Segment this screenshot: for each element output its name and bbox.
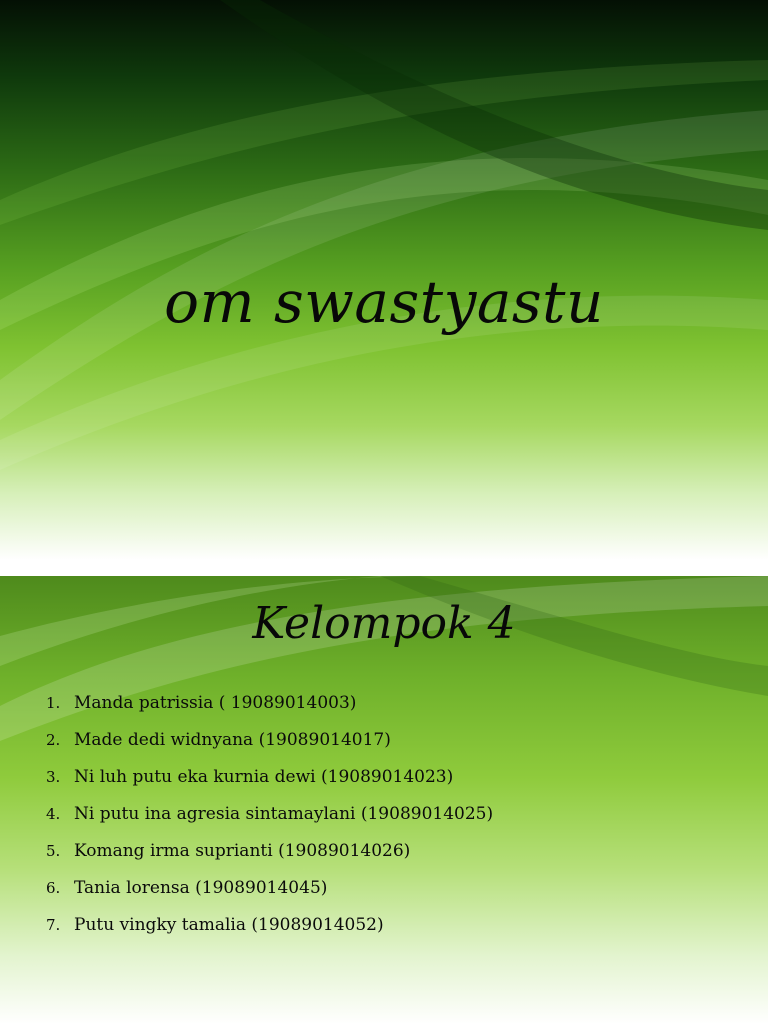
member-text: Tania lorensa (19089014045) [74, 877, 328, 898]
group-title: Kelompok 4 [252, 598, 516, 649]
member-text: Ni luh putu eka kurnia dewi (19089014023) [74, 766, 454, 787]
slide-group-members [0, 576, 768, 1024]
list-number: 6. [46, 878, 61, 897]
list-item [46, 795, 493, 832]
list-number: 2. [46, 730, 61, 749]
list-item [46, 721, 493, 758]
list-item [46, 758, 493, 795]
member-text: Made dedi widnyana (19089014017) [74, 729, 391, 750]
list-item [46, 832, 493, 869]
member-text: Komang irma suprianti (19089014026) [74, 840, 411, 861]
list-number: 7. [46, 915, 61, 934]
list-number: 4. [46, 804, 61, 823]
greeting-title: om swastyastu [164, 268, 604, 336]
list-number: 1. [46, 693, 61, 712]
list-item [46, 869, 493, 906]
member-text: Manda patrissia ( 19089014003) [74, 692, 357, 713]
member-text: Ni putu ina agresia sintamaylani (19089014025) [74, 803, 494, 824]
list-number: 3. [46, 767, 61, 786]
list-number: 5. [46, 841, 61, 860]
list-item [46, 906, 493, 943]
member-list [46, 684, 493, 943]
member-text: Putu vingky tamalia (19089014052) [74, 914, 384, 935]
list-item [46, 684, 493, 721]
